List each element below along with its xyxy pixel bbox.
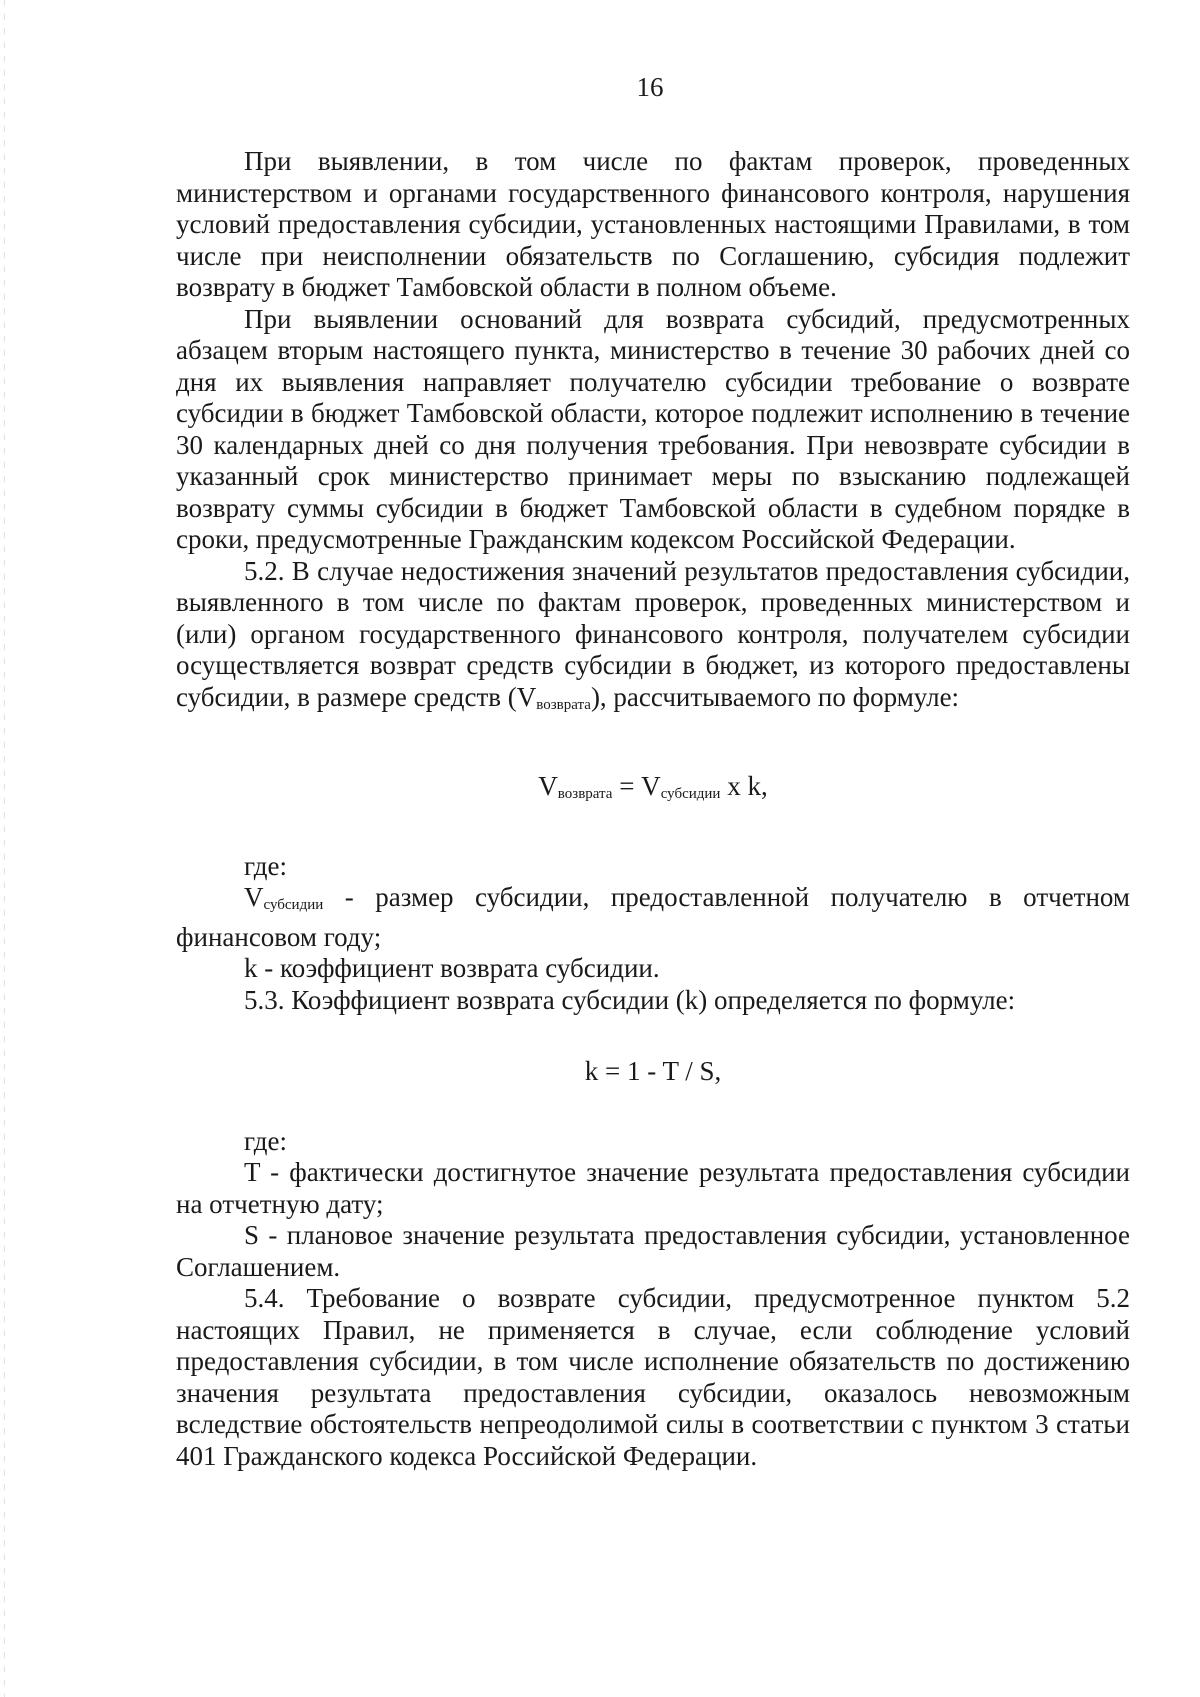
scan-edge: [4, 0, 5, 1697]
paragraph-5-3: 5.3. Коэффициент возврата субсидии (k) определяется по формуле:: [244, 984, 1016, 1015]
formula-v: V: [538, 771, 558, 801]
paragraph-5-2: [176, 556, 1130, 722]
document-body: [176, 146, 1130, 1472]
definition-v-sub: субсидии: [263, 897, 324, 913]
definition-v-subsidii: [176, 882, 1130, 953]
formula-coefficient: k = 1 - T / S,: [584, 1056, 722, 1086]
definition-v-letter: V: [244, 882, 264, 912]
paragraph-5-4: 5.4. Требование о возврате субсидии, предусмотренное пунктом 5.2 настоящих Правил, не применяется в случае, если соблюдение условий предоставления субсидии, в том числе исполнение обязательств по достижению значения результата предоставления субсидии, оказалось невозможным вследствие обстоятельств непреодолимой силы в соответствии с пунктом 3 статьи 401 Гражданского кодекса Российской Федерации.: [176, 1283, 1130, 1471]
where-label-1: где:: [244, 850, 287, 881]
formula-sub-subsidii: субсидии: [660, 786, 721, 802]
definition-s: S - плановое значение результата предоставления субсидии, установленное Соглашением.: [176, 1220, 1130, 1282]
paragraph-violation-return: При выявлении, в том числе по фактам проверок, проведенных министерством и органами государственного финансового контроля, нарушения условий предоставления субсидии, установленных настоящими Правилами, в том числе при неисполнении обязательств по Соглашению, субсидия подлежит возврату в бюджет Тамбовской области в полном объеме.: [176, 146, 1130, 302]
definition-v-text: - размер субсидии, предоставленной получателю в отчетном финансовом году;: [176, 882, 1130, 952]
paragraph-return-procedure: При выявлении оснований для возврата субсидий, предусмотренных абзацем вторым настоящего пункта, министерство в течение 30 рабочих дней со дня их выявления направляет получателю субсидии требование о возврате субсидии в бюджет Тамбовской области, которое подлежит исполнению в течение 30 календарных дней со дня получения требования. При невозврате субсидии в указанный срок министерство принимает меры по взысканию подлежащей возврату суммы субсидии в бюджет Тамбовской области в судебном порядке в сроки, предусмотренные Гражданским кодексом Российской Федерации.: [176, 303, 1130, 554]
definition-t: T - фактически достигнутое значение результата предоставления субсидии на отчетную дату;: [176, 1157, 1130, 1219]
paragraph-5-2-text: 5.2. В случае недостижения значений результатов предоставления субсидии, выявленного в том числе по фактам проверок, проведенных министерством и (или) органом государственного финансового контроля, получателем субсидии осуществляется возврат средств субсидии в бюджет, из которого предоставлены субсидии, в размере средств (V: [176, 555, 1130, 712]
formula-eq-v: = V: [612, 771, 661, 801]
where-label-2: где:: [244, 1125, 287, 1156]
definition-k: k - коэффициент возврата субсидии.: [244, 953, 660, 983]
formula-tail: x k,: [720, 771, 768, 801]
formula-return-amount: [176, 771, 1130, 811]
page-number: 16: [636, 72, 664, 102]
paragraph-5-2-end: ), рассчитываемого по формуле:: [590, 681, 960, 712]
formula-sub-vozvrata: возврата: [557, 786, 613, 802]
subscript-vozvrata: возврата: [536, 696, 591, 713]
